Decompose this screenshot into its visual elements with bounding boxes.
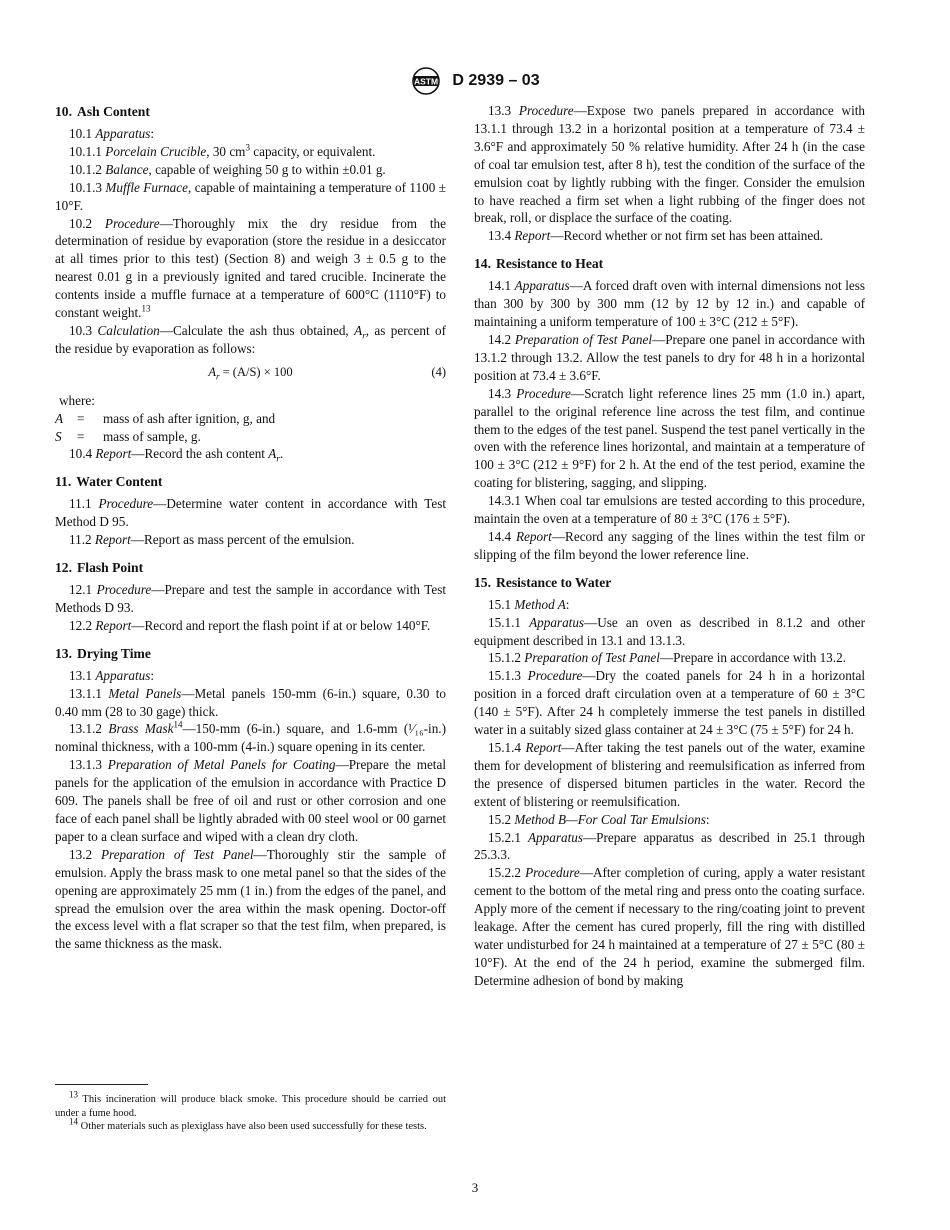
paragraph: 13.1.2 Brass Mask$^{14}$—150-mm (6-in.) square, and 1.6-mm (¹⁄₁₆-in.) nominal thickness, with a 100-mm (4-in.) square opening in its center. [55,720,446,755]
paragraph: 15.2.2 Procedure—After completion of curing, apply a water resistant cement to the bottom of the metal ring and press onto the coating surface. Apply more of the cement if necessary to the ring/coating joint to prevent leakage. After the cement has cured properly, fill the ring with distilled water undisturbed for 24 h maintained at a temperature of 27 ± 5°C (80 ± 10°F). At the end of the 24 h period, examine the submerged film. Determine adhesion of bond by making [474,865,866,988]
paragraph: 13.1.1 Metal Panels—Metal panels 150-mm (6-in.) square, 0.30 to 0.40 mm (28 to 30 gage) thick. [55,685,447,719]
footnote-14: $^{14}$ Other materials such as plexiglass have also been used successfully for these tests. [69,1116,427,1133]
paragraph: 14.2 Preparation of Test Panel—Prepare one panel in accordance with 13.1.2 through 13.2. Allow the test panels to dry for 48 h in a horizontal position at 73.4 ± 3.6°F. [474,331,865,383]
paragraph: 10.2 Procedure—Thoroughly mix the dry residue from the determination of residue by evaporation (store the residue in a desiccator at all times prior to this test) (Section 8) and weigh 3 ± 0.5 g to the nearest 0.01 g in a previously ignited and tared crucible. Incinerate the contents inside a muffle furnace at a temperature of 600°C (1110°F) to constant weight.$^{13}$ [55,215,446,321]
document-designation: D 2939 – 03 [452,72,540,89]
paragraph: 14.4 Report—Record any sagging of the lines within the test film or slipping of the film beyond the lower reference line. [474,528,865,562]
paragraph: 10.1.2 Balance, capable of weighing 50 g to within ±0.01 g. [69,161,386,177]
paragraph: 10.1 Apparatus: [69,126,154,141]
footnotes [55,1084,446,1134]
definition-row: S = mass of sample, g. [55,428,201,444]
astm-logo-icon [410,66,442,96]
equation: $A_r = (A/S) \times 100$ (4) [208,364,446,382]
right-column [474,102,865,990]
page-header [0,66,950,96]
where-block: where: A = mass of ash after ignition, g, and S = mass of sample, g. [55,392,446,446]
section-heading: 12. Flash Point [55,560,144,576]
section-heading: 10. Ash Content [55,104,150,119]
paragraph: 11.1 Procedure—Determine water content in accordance with Test Method D 95. [55,496,446,530]
paragraph: 10.1.1 Porcelain Crucible, 30 $cm^3$ capacity, or equivalent. [69,142,376,159]
equation-number: (4) [431,364,446,379]
paragraph: 15.2 Method B—For Coal Tar Emulsions: [488,811,710,827]
paragraph: 11.2 Report—Report as mass percent of the emulsion. [69,532,355,548]
paragraph: 13.1.3 Preparation of Metal Panels for Coating—Prepare the metal panels for the application of the emulsion in accordance with Practice D 609. The panels shall be free of oil and rust or other corrosion and one face of each panel shall be lightly abraded with 00 steel wool or 00 garnet paper to a clean surface and wiped with a clean dry cloth. [55,757,446,844]
paragraph: 14.3 Procedure—Scratch light reference lines 25 mm (1.0 in.) apart, parallel to the original reference line across the test film, and continue them to the edges of the test panel. Suspend the test panel vertically in the oven with the reference lines horizontal, and maintain at a temperature of 100 ± 3°C (212 ± 9°F) for 2 h. At the end of the test period, examine the coating for blistering, sagging, and slipping. [474,385,866,491]
paragraph: 15.1.4 Report—After taking the test panels out of the water, examine them for development of blistering and reemulsification as inferred from the presence of dispersed bitumen particles in the water. Record the extent of blistering or reemulsification. [474,740,866,809]
page-number: 3 [471,1180,479,1195]
definition-row: A = mass of ash after ignition, g, and [55,410,276,426]
footnote-divider [55,1084,148,1085]
paragraph: 12.2 Report—Record and report the flash point if at or below 140°F. [69,617,431,633]
paragraph: 15.1.1 Apparatus—Use an oven as described in 8.1.2 and other equipment described in 13.1 and 13.1.3. [474,614,866,648]
paragraph: 15.1 Method A: [488,596,570,612]
paragraph: 10.1.3 Muffle Furnace, capable of maintaining a temperature of 1100 ± 10°F. [55,179,446,213]
footnote-13: $^{13}$ This incineration will produce black smoke. This procedure should be carried out under a fume hood. [55,1089,446,1119]
svg-text:ASTM: ASTM [414,76,439,87]
paragraph: 15.1.3 Procedure—Dry the coated panels for 24 h in a horizontal position in a forced draft circulation oven at a temperature of 60 ± 3°C (140 ± 5°F). After 24 h completely immerse the test panels in distilled water in a suitably sized glass container at 24 ± 3°C (75 ± 5°F) for 24 h. [474,668,865,738]
left-column [55,102,446,953]
paragraph: 14.1 Apparatus—A forced draft oven with internal dimensions not less than 300 by 300 by 300 mm (12 by 12 by 12 in.) and capable of maintaining a uniform temperature of 100 ± 3°C (212 ± 5°F). [474,278,865,330]
section-heading: 14. Resistance to Heat [474,256,604,272]
paragraph: 12.1 Procedure—Prepare and test the sample in accordance with Test Methods D 93. [55,582,446,615]
section-heading: 11. Water Content [55,474,163,490]
paragraph: 14.3.1 When coal tar emulsions are tested according to this procedure, maintain the oven at a temperature of 80 ± 3°C (176 ± 5°F). [474,493,865,527]
paragraph: 10.3 Calculation—Calculate the ash thus obtained, $A_r$, as percent of the residue by evaporation as follows: [55,322,446,356]
section-heading: 13. Drying Time [55,645,151,661]
paragraph: 13.1 Apparatus: [69,667,154,683]
paragraph: 13.2 Preparation of Test Panel—Thoroughly stir the sample of emulsion. Apply the brass mask to one metal panel so that the sides of the opening are approximately 25 mm (1 in.) from the edges of the panel, and spread the emulsion over the area within the mask opening. Doctor-off the excess level with a flat scraper so that the test film, when prepared, is the same thickness as the mask. [55,846,446,952]
paragraph: 10.4 Report—Record the ash content $A_r$. [69,446,284,465]
paragraph: 15.1.2 Preparation of Test Panel—Prepare in accordance with 13.2. [488,650,846,666]
paragraph: 13.4 Report—Record whether or not firm set has been attained. [488,228,824,244]
paragraph: 13.3 Procedure—Expose two panels prepared in accordance with 13.1.1 through 13.2 in a horizontal position at a temperature of 73.4 ± 3.6°F and approximately 50 % relative humidity. After 24 h (in the case of coal tar emulsion test, after 8 h), test the condition of the surface of the emulsion coat by lightly rubbing with the finger. Consider the emulsion to have reached a firm set when a light rubbing of the finger does not break, roll, or displace the surface of the coating. [474,103,865,226]
section-heading: 15. Resistance to Water [474,574,612,590]
paragraph: 15.2.1 Apparatus—Prepare apparatus as described in 25.1 through 25.3.3. [474,829,865,863]
